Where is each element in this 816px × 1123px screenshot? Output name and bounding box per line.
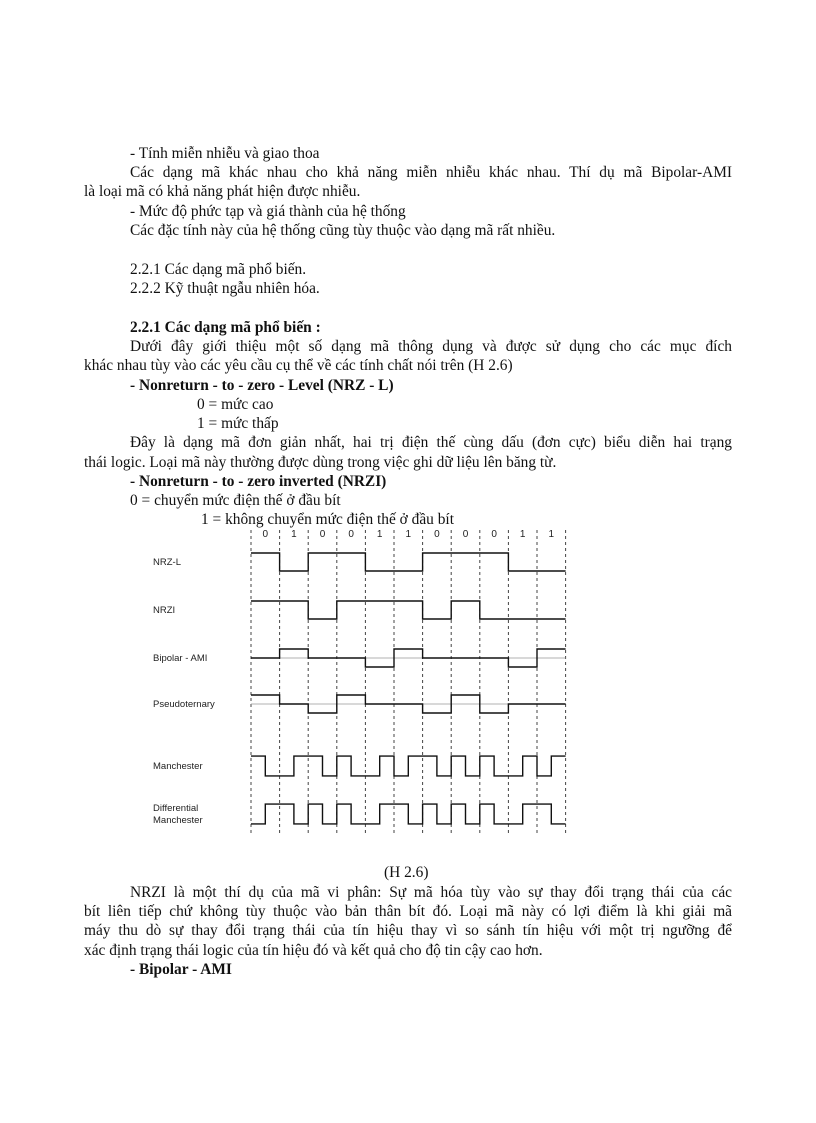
bit-label: 0 bbox=[491, 529, 497, 540]
toc-item-2-2-1: 2.2.1 Các dạng mã phổ biến. bbox=[130, 261, 307, 278]
bit-label: 0 bbox=[262, 529, 269, 540]
bit-label: 0 bbox=[348, 529, 354, 540]
bit-label: 1 bbox=[405, 529, 412, 540]
signal-label: NRZI bbox=[153, 605, 176, 616]
signal-label: Bipolar - AMI bbox=[153, 653, 208, 664]
signal-label: Pseudoternary bbox=[153, 699, 215, 710]
heading-nrzi: - Nonreturn - to - zero inverted (NRZI) bbox=[130, 473, 387, 490]
paragraph-intro-line-2: khác nhau tùy vào các yêu cầu cụ thể về các tính chất nói trên (H 2.6) bbox=[84, 357, 513, 374]
paragraph-nrzi-line-3: máy thu dò sự thay đổi trạng thái của tín hiệu thay vì so sánh tín hiệu với một trị ngưỡng để bbox=[84, 922, 732, 939]
paragraph-intro-line-1: Dưới đây giới thiệu một số dạng mã thông dụng và được sử dụng cho các mục đích bbox=[130, 338, 732, 355]
signal-label: Manchester bbox=[153, 761, 203, 772]
bit-label: 1 bbox=[519, 529, 526, 540]
nrzi-zero-def: 0 = chuyển mức điện thế ở đầu bít bbox=[130, 492, 341, 509]
heading-bipolar-ami: - Bipolar - AMI bbox=[130, 961, 232, 978]
bullet-complexity-cost: - Mức độ phức tạp và giá thành của hệ thống bbox=[130, 203, 406, 220]
bit-label: 1 bbox=[291, 529, 297, 540]
bit-label: 1 bbox=[376, 529, 383, 540]
toc-item-2-2-2: 2.2.2 Kỹ thuật ngẫu nhiên hóa. bbox=[130, 280, 320, 297]
bit-label: 1 bbox=[548, 529, 555, 540]
waveform-differential-manchester bbox=[251, 804, 566, 824]
waveform-pseudoternary bbox=[251, 695, 566, 713]
heading-nrz-l: - Nonreturn - to - zero - Level (NRZ - L) bbox=[130, 377, 394, 394]
waveform-manchester bbox=[251, 756, 566, 776]
paragraph-nrzi-line-1: NRZI là một thí dụ của mã vi phân: Sự mã hóa tùy vào sự thay đổi trạng thái của các bbox=[130, 884, 732, 901]
paragraph-noise-line-2: là loại mã có khả năng phát hiện được nhiễu. bbox=[84, 183, 361, 200]
signal-label: Manchester bbox=[153, 815, 203, 826]
bit-label: 0 bbox=[434, 529, 440, 540]
waveform-nrzi bbox=[251, 601, 566, 619]
encoding-waveform-figure bbox=[128, 522, 576, 850]
signal-label: Differential bbox=[153, 803, 199, 814]
bullet-noise-immunity: - Tính miễn nhiễu và giao thoa bbox=[130, 145, 320, 162]
bit-label: 0 bbox=[319, 529, 326, 540]
nrz-l-one-def: 1 = mức thấp bbox=[197, 415, 279, 432]
paragraph-complexity: Các đặc tính này của hệ thống cũng tùy thuộc vào dạng mã rất nhiều. bbox=[130, 222, 556, 239]
paragraph-nrz-l-line-1: Đây là dạng mã đơn giản nhất, hai trị điện thế cùng dấu (đơn cực) biểu diễn hai trạng bbox=[130, 434, 732, 451]
bit-label: 0 bbox=[462, 529, 469, 540]
paragraph-nrz-l-line-2: thái logic. Loại mã này thường được dùng trong việc ghi dữ liệu lên băng từ. bbox=[84, 454, 557, 471]
nrz-l-zero-def: 0 = mức cao bbox=[197, 396, 274, 413]
paragraph-noise-line-1: Các dạng mã khác nhau cho khả năng miễn nhiễu khác nhau. Thí dụ mã Bipolar-AMI bbox=[130, 164, 732, 181]
section-heading-2-2-1: 2.2.1 Các dạng mã phổ biến : bbox=[130, 319, 321, 336]
paragraph-nrzi-line-2: bít liên tiếp chứ không tùy thuộc vào bản thân bít đó. Loại mã này có lợi điểm là khi giải mã bbox=[84, 903, 732, 920]
nrzi-one-def: 1 = không chuyển mức điện thế ở đầu bít bbox=[201, 511, 454, 528]
signal-label: NRZ-L bbox=[153, 557, 181, 568]
paragraph-nrzi-line-4: xác định trạng thái logic của tín hiệu đó và kết quả cho độ tin cậy cao hơn. bbox=[84, 942, 543, 959]
figure-caption: (H 2.6) bbox=[384, 864, 429, 881]
waveform-nrz-l bbox=[251, 553, 566, 571]
